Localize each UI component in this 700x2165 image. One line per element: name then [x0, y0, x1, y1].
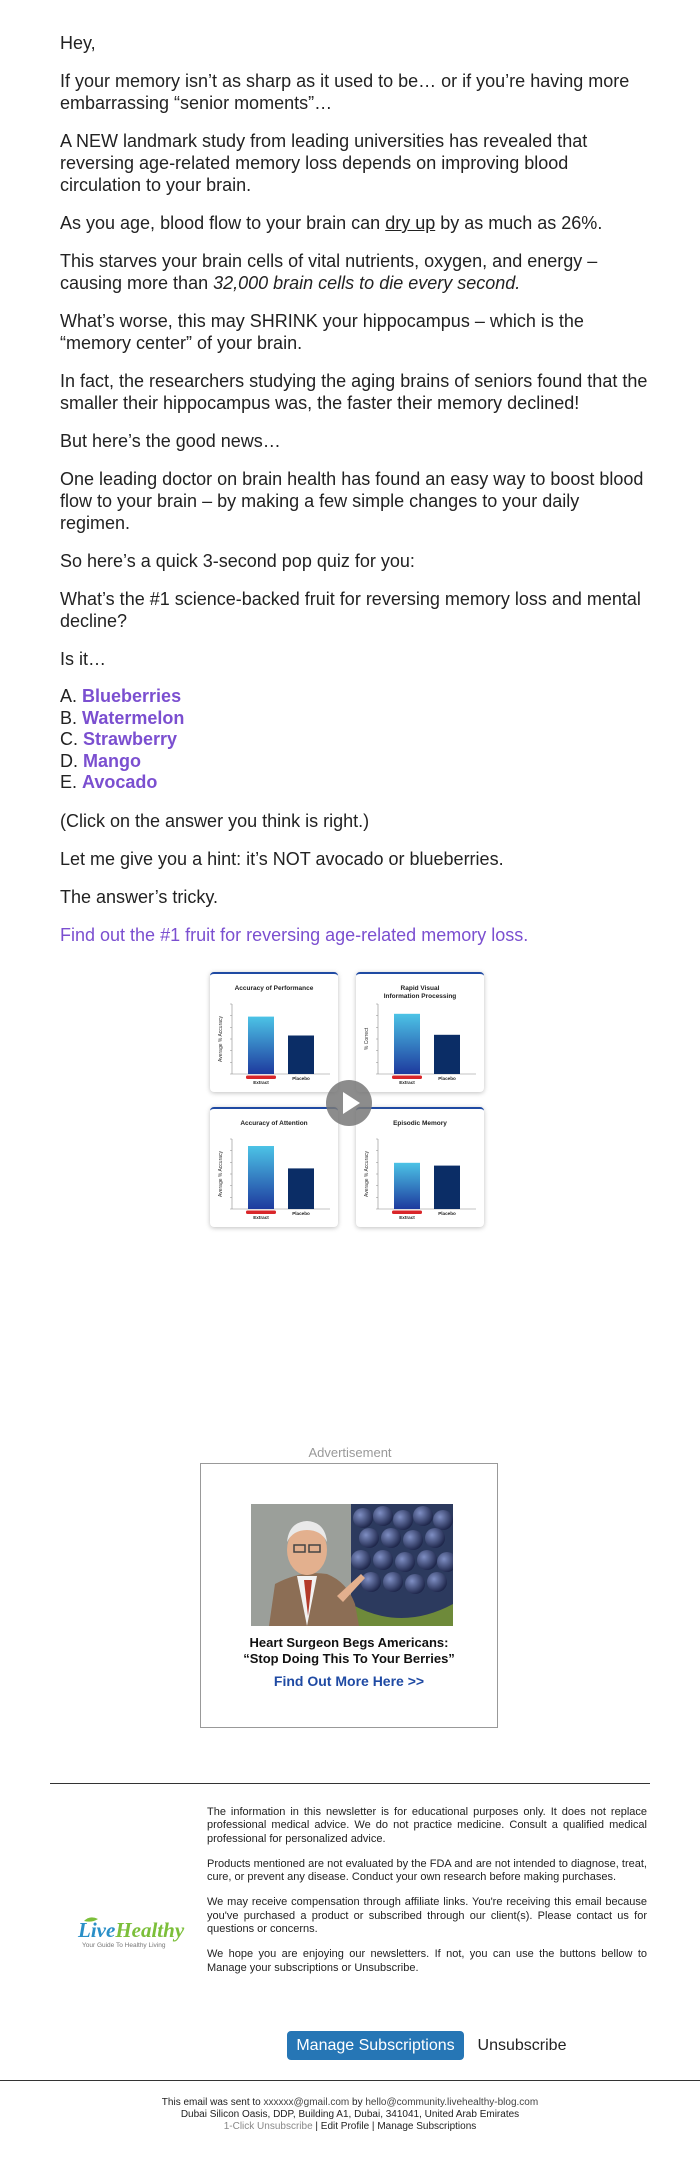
advertisement-box[interactable] [200, 1463, 498, 1728]
paragraph-5: What’s worse, this may SHRINK your hippocampus – which is the “memory center” of your brain. [60, 311, 584, 353]
ad-cta-link[interactable]: Find Out More Here >> [273, 1673, 425, 1689]
recipient-email[interactable]: xxxxxx@gmail.com [263, 2097, 350, 2108]
paragraph-7: But here’s the good news… [60, 431, 281, 451]
footer-separator-1: | [312, 2121, 321, 2132]
chart-card-4 [356, 1107, 484, 1227]
y-axis-label: % Correct [364, 1027, 370, 1051]
logo-text-part-2: Healthy [115, 1918, 185, 1942]
answer-e-letter: E. [60, 772, 78, 792]
chart-card-3 [210, 1107, 338, 1227]
answer-strawberry-link[interactable]: Strawberry [83, 729, 178, 749]
p3-text-before: As you age, blood flow to your brain can [60, 213, 386, 233]
answer-a-letter: A. [60, 686, 78, 706]
footer-separator-2: | [369, 2121, 378, 2132]
bar-placebo [434, 1166, 460, 1209]
chart-title [240, 1120, 307, 1127]
y-axis-label: Average % Accuracy [218, 1150, 224, 1198]
category-label-placebo: Placebo [438, 1211, 456, 1216]
p3-text-after: by as much as 26%. [435, 213, 603, 233]
manage-subscriptions-button[interactable]: Manage Subscriptions [287, 2031, 464, 2060]
sent-by: by [349, 2097, 366, 2108]
p4-italic: 32,000 brain cells to die every second. [213, 273, 521, 293]
disclaimer-1: The information in this newsletter is for educational purposes only. It does not replace professional medical advice. We do not practice medicine. Consult a qualified medical professional for personalized advice. [207, 1806, 647, 1845]
redacted-label-mark [246, 1211, 276, 1215]
chart-title-line: Accuracy of Performance [234, 985, 314, 992]
y-axis-label: Average % Accuracy [218, 1015, 224, 1063]
category-label-placebo: Placebo [292, 1211, 310, 1216]
chart-svg-3 [210, 1109, 338, 1227]
chart-title-line: Episodic Memory [393, 1120, 447, 1127]
edit-profile-link[interactable]: Edit Profile [320, 2121, 370, 2132]
answer-mango-link[interactable]: Mango [83, 750, 142, 771]
bar-placebo [288, 1168, 314, 1209]
footer-links [150, 2121, 550, 2133]
paragraph-12: (Click on the answer you think is right.) [60, 810, 370, 831]
chart-card-2 [356, 972, 484, 1092]
logo-text [77, 1918, 185, 1942]
paragraph-1: If your memory isn’t as sharp as it used to be… or if you’re having more embarrassing “senior moments”… [60, 71, 630, 113]
livehealthy-logo [76, 1913, 186, 1953]
sent-to-line [150, 2097, 550, 2109]
answer-b-letter: B. [60, 707, 78, 728]
redacted-label-mark [246, 1076, 276, 1080]
answer-blueberries-link[interactable]: Blueberries [82, 686, 182, 706]
bar-extract [248, 1146, 274, 1209]
disclaimer-2: Products mentioned are not evaluated by the FDA and are not intended to diagnose, treat, cure, or prevent any disease. Conduct your own research before making purchases. [207, 1857, 647, 1884]
logo-text-part-1: Live [78, 1918, 116, 1942]
category-label-extract: Extract [399, 1215, 415, 1220]
play-button-icon[interactable] [326, 1080, 372, 1126]
chart-title [235, 985, 314, 992]
p4-text-before: This starves your brain cells of vital nutrients, oxygen, and energy – causing more than [60, 251, 598, 293]
paragraph-9: So here’s a quick 3-second pop quiz for you: [60, 551, 415, 571]
paragraph-11: Is it… [60, 649, 107, 669]
answer-a [60, 686, 650, 708]
category-label-placebo: Placebo [438, 1076, 456, 1081]
bar-placebo [434, 1035, 460, 1074]
answer-avocado-link[interactable]: Avocado [82, 772, 158, 792]
manage-subscriptions-link[interactable]: Manage Subscriptions [377, 2121, 477, 2132]
category-label-extract: Extract [253, 1215, 269, 1220]
answer-d-letter: D. [60, 750, 78, 771]
sent-prefix: This email was sent to [161, 2097, 264, 2108]
paragraph-8: One leading doctor on brain health has found an easy way to boost blood flow to your brain – by making a few simple changes to your daily regimen. [60, 469, 644, 533]
email-footer [150, 2097, 550, 2133]
chart-title-line: Accuracy of Attention [240, 1120, 308, 1127]
cta-paragraph [60, 924, 650, 946]
footer-divider-bottom [0, 2080, 700, 2081]
paragraph-13: Let me give you a hint: it’s NOT avocado or blueberries. [60, 848, 504, 869]
redacted-label-mark [392, 1076, 422, 1080]
paragraph-4 [60, 250, 650, 294]
paragraph-6: In fact, the researchers studying the aging brains of seniors found that the smaller their hippocampus was, the faster their memory declined! [60, 371, 648, 413]
ad-image[interactable] [251, 1504, 453, 1626]
chart-svg-4 [356, 1109, 484, 1227]
answer-d [60, 751, 650, 773]
category-label-extract: Extract [253, 1080, 269, 1085]
video-thumbnail-charts[interactable] [208, 972, 484, 1230]
disclaimer-4: We hope you are enjoying our newsletters. If not, you can use the buttons bellow to Manage your subscriptions or Unsubscribe. [207, 1948, 647, 1974]
ad-image-svg [251, 1504, 453, 1626]
greeting: Hey, [60, 33, 96, 53]
ad-headline-line-2: “Stop Doing This To Your Berries” [243, 1651, 455, 1666]
logo-tagline: Your Guide To Healthy Living [82, 1942, 166, 1949]
disclaimer [207, 1806, 647, 1987]
p3-underlined: dry up [385, 213, 436, 233]
bar-extract [394, 1014, 420, 1074]
sender-email[interactable]: hello@community.livehealthy-blog.com [365, 2097, 539, 2108]
ad-headline-line-1: Heart Surgeon Begs Americans: [249, 1635, 449, 1650]
chart-title-line: Rapid Visual [400, 985, 440, 992]
quiz-answers [60, 686, 650, 794]
answer-watermelon-link[interactable]: Watermelon [82, 707, 185, 728]
chart-svg-2 [356, 974, 484, 1092]
one-click-unsubscribe-link[interactable]: 1-Click Unsubscribe [223, 2121, 313, 2132]
paragraph-10: What’s the #1 science-backed fruit for reversing memory loss and mental decline? [60, 589, 641, 631]
find-out-fruit-link[interactable]: Find out the #1 fruit for reversing age-related memory loss. [60, 924, 529, 945]
category-label-placebo: Placebo [292, 1076, 310, 1081]
y-axis-label: Average % Accuracy [364, 1150, 370, 1198]
answer-e [60, 772, 650, 794]
answer-c [60, 729, 650, 751]
logo-svg [76, 1913, 186, 1953]
chart-title [393, 1120, 447, 1127]
chart-card-1 [210, 972, 338, 1092]
redacted-label-mark [392, 1211, 422, 1215]
answer-c-letter: C. [60, 729, 78, 749]
answer-b [60, 708, 650, 730]
unsubscribe-button[interactable]: Unsubscribe [477, 2037, 567, 2054]
address-line: Dubai Silicon Oasis, DDP, Building A1, Dubai, 341041, United Arab Emirates [180, 2109, 520, 2120]
chart-title-line: Information Processing [383, 993, 457, 1000]
paragraph-3 [60, 212, 650, 234]
bar-extract [248, 1017, 274, 1074]
footer-divider-top [50, 1783, 650, 1784]
disclaimer-3: We may receive compensation through affiliate links. You're receiving this email because you've purchased a product or subscribed through our client(s). Please contact us for questions or concerns. [207, 1896, 647, 1936]
bar-extract [394, 1163, 420, 1209]
paragraph-14: The answer’s tricky. [60, 886, 219, 907]
category-label-extract: Extract [399, 1080, 415, 1085]
chart-title [384, 985, 457, 1000]
paragraph-2: A NEW landmark study from leading universities has revealed that reversing age-related memory loss depends on improving blood circulation to your brain. [60, 131, 588, 195]
chart-svg-1 [210, 974, 338, 1092]
ad-headline[interactable] [201, 1635, 497, 1667]
newsletter-body [60, 32, 650, 962]
advertisement-label: Advertisement [308, 1445, 392, 1460]
bar-placebo [288, 1036, 314, 1075]
